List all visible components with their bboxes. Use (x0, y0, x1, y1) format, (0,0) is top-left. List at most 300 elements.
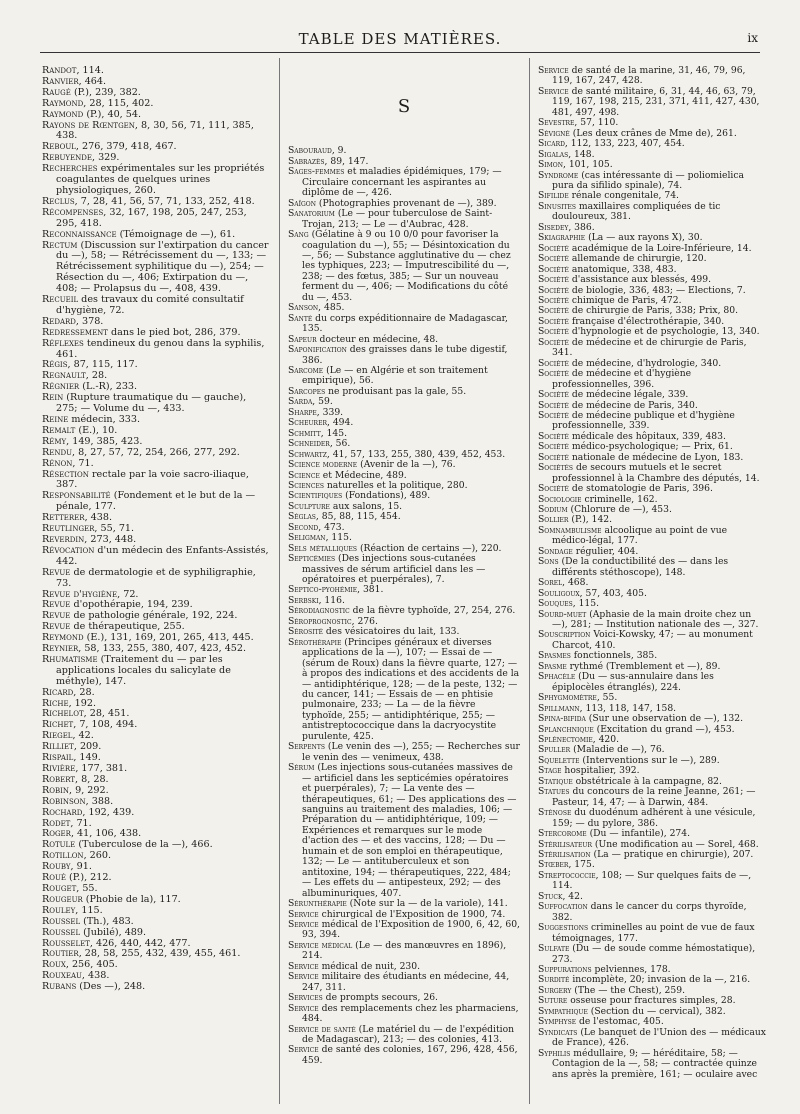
index-headword: Sténose (538, 807, 572, 819)
index-references: (L.-R), 233. (79, 381, 138, 393)
page-header (40, 30, 760, 52)
index-references: (Du — infantile), 274. (586, 828, 691, 840)
index-references: de biologie, 336, 483; — Elections, 7. (568, 284, 746, 296)
index-references: , 438. (81, 970, 110, 982)
index-headword: Robert (42, 773, 76, 785)
index-references: d'un médecin des Enfants-Assistés, 442. (56, 544, 269, 567)
index-references: , 72. (117, 588, 139, 600)
index-headword: Scheurer (288, 417, 327, 429)
index-references: de santé des colonies, 167, 296, 428, 456, 459. (302, 1044, 518, 1066)
index-headword: Régis (42, 359, 68, 371)
index-headword: Société (538, 326, 569, 338)
index-entry (538, 610, 766, 631)
index-headword: Régnier (42, 381, 80, 393)
index-headword: Statique (538, 775, 573, 787)
index-references: (Phobie de la), 117. (82, 893, 181, 905)
index-entry (42, 982, 270, 993)
index-headword: Saïgon (288, 197, 316, 209)
index-references: (La — aux rayons X), 30. (585, 232, 703, 244)
index-entry (288, 763, 520, 899)
index-headword: Société (538, 242, 569, 254)
index-references: expérimentales sur les propriétés coagulantes de quelques urines physiologiques, 260. (56, 163, 265, 196)
index-headword: Société (538, 294, 569, 306)
index-entry (288, 209, 520, 230)
index-headword: Sodium (538, 504, 568, 516)
index-headword: Souligoux (538, 587, 580, 599)
index-headword: Roussel (42, 926, 81, 938)
index-references: , 438. (84, 512, 113, 524)
index-headword: Reboul (42, 141, 76, 153)
index-headword: Schneider (288, 438, 330, 450)
index-references: (Le matériel du — de l'expédition de Madagascar), 213; — des colonies, 413. (302, 1023, 515, 1045)
index-headword: Société (538, 357, 569, 369)
index-headword: Raugé (42, 86, 71, 98)
index-headword: Raymond (42, 108, 84, 120)
index-headword: Sabrazès (288, 155, 325, 167)
index-references: , 9. (331, 145, 347, 157)
index-column-1 (42, 66, 270, 993)
index-headword: Service (288, 1044, 319, 1056)
index-entry (288, 972, 520, 993)
index-references: (Interventions sur le —), 289. (579, 754, 720, 766)
index-headword: Stérilisation (538, 848, 591, 860)
index-headword: Société (538, 263, 569, 275)
index-headword: Serpents (288, 741, 325, 753)
index-references: (Le venin des —), 255; — Recherches sur le venin des — venimeux, 438. (302, 741, 520, 763)
index-headword: Sorel (538, 577, 563, 589)
index-headword: Surdité (538, 974, 570, 986)
index-headword: Sinusites (538, 200, 576, 212)
index-headword: Rotule (42, 839, 76, 851)
index-references: des graisses dans le tube digestif, 386. (302, 344, 508, 366)
index-headword: Robinson (42, 795, 86, 807)
index-references: des vésicatoires du lait, 133. (322, 626, 460, 638)
index-references: (Les injections sous-cutanées massives de — artificiel dans les septicémies opératoires et puerpérales), 7; — La vente des — thérapeutiques, 61; — Des applications des — sanguins au traitement des maladies, 106; — Préparation du — antidiphtérique, 109; — Expériences et remarques sur le mode d'action des — et des vaccins, 128; — Du — humain et de son emploi en thérapeutique, 132; — Le — antituberculeux et son antitoxine, 194; — thérapeutiques, 222, 484; — Les effets du — antipesteux, 292; — des albuminuriques, 407. (302, 762, 517, 899)
index-references: , 149, 385, 423. (66, 435, 143, 447)
index-entry (288, 920, 520, 941)
index-headword: Sulfate (538, 943, 570, 955)
index-entry (288, 638, 520, 743)
index-entry (538, 1049, 766, 1080)
index-references: alcoolique au point de vue médico-légal, 177. (552, 524, 728, 547)
index-headword: Sphygmomètre (538, 692, 597, 704)
index-headword: Service (288, 918, 319, 930)
index-entry (288, 167, 520, 198)
index-references: (Traitement du — par les applications locales du salicylate de méthyle), 147. (56, 653, 231, 687)
index-references: (P.), 212. (65, 872, 112, 884)
index-references: , 55. (596, 692, 618, 704)
index-entry (538, 369, 766, 390)
index-headword: Sigalas (538, 148, 569, 160)
index-headword: Rouxeau (42, 970, 82, 982)
index-entry (288, 1004, 520, 1025)
index-references: , 114. (76, 65, 104, 76)
index-headword: Sérum (288, 762, 315, 774)
index-references: de stomatologie de Paris, 396. (568, 483, 713, 495)
index-references: pelviennes, 178. (591, 963, 671, 975)
index-headword: Sociologie (538, 493, 582, 505)
index-references: rénale congenitale, 74. (568, 190, 679, 202)
index-references: (E.), 10. (75, 424, 118, 436)
index-references: , 112, 133, 223, 407, 454. (564, 138, 685, 150)
index-headword: Rendu (42, 446, 72, 458)
index-entry (42, 164, 270, 197)
index-headword: Société (538, 284, 569, 296)
index-headword: Skiagraphie (538, 232, 586, 244)
index-references: (Section du — cervical), 382. (587, 1005, 726, 1017)
index-references: (P.), 239, 382. (70, 86, 141, 98)
index-references: , 28. (73, 686, 95, 698)
index-headword: Schwartz (288, 448, 327, 460)
index-references: (Tuberculose de la —), 466. (75, 839, 213, 851)
index-entry (288, 1045, 520, 1066)
index-headword: Rochard (42, 806, 83, 818)
index-references: (Principes généraux et diverses applications de la —), 107; — Essai de — (sérum de Roux) dans la fièvre quarte, 127; — à propos des indications et des accidents de la — antidiphtérique, 128; — de la peste, 132; — du cancer, 141; — Essais de — en phtisie pulmonaire, 233; — La — de la fièvre typhoïde, 255; — antidiphtérique, 255; — antistreptococcique dans la dacryocystite purulente, 425. (302, 636, 520, 742)
index-entry (42, 393, 270, 415)
index-headword: Rhumatisme (42, 653, 98, 665)
index-entry (538, 630, 766, 651)
index-headword: Rousselet (42, 937, 90, 949)
index-references: , 8, 30, 56, 71, 111, 385, 438. (56, 119, 254, 142)
index-headword: Reine (42, 414, 69, 425)
index-headword: Sérodiagnostic (288, 605, 350, 617)
index-headword: Reconnaissance (42, 228, 117, 240)
index-entry (42, 295, 270, 317)
index-headword: Surgery (538, 984, 572, 996)
index-references: (Des —), 248. (76, 981, 146, 993)
index-headword: Revue (42, 566, 71, 578)
index-references: , 9, 292. (69, 784, 109, 796)
index-references: de médecine et d'hygiène professionnelles, 396. (552, 368, 692, 390)
index-entry (538, 787, 766, 808)
index-references: (Du — de soude comme hémostatique), 273. (552, 943, 756, 965)
index-references: fonctionnels, 385. (570, 650, 658, 662)
index-references: dans le pied bot, 286, 379. (107, 326, 241, 338)
index-references: d'assistance aux blessés, 499. (568, 274, 712, 286)
index-references: osseuse pour fractures simples, 28. (567, 995, 736, 1007)
index-headword: Septicémies (288, 553, 336, 565)
index-entry (538, 871, 766, 892)
index-references: (Rupture traumatique du — gauche), 275; — Volume du —, 433. (56, 392, 247, 415)
index-headword: Spasme (538, 660, 567, 672)
index-headword: Sarda (288, 396, 313, 408)
index-headword: Sollier (538, 514, 569, 526)
index-references: , 329. (91, 152, 120, 164)
index-references: française d'électrothérapie, 340. (568, 315, 725, 327)
index-headword: Seligman (288, 532, 326, 544)
index-references: (Aphasie de la main droite chez un —), 281; — Institution nationale des —, 327. (552, 608, 759, 631)
index-references: , 145. (320, 427, 348, 439)
index-references: , 28. (85, 370, 108, 382)
index-references: (Excitation du grand —), 453. (593, 723, 735, 735)
index-headword: Retterer (42, 512, 85, 524)
index-references: , 57, 110. (574, 117, 619, 129)
index-headword: Reutlinger (42, 523, 95, 535)
index-references: , 148. (568, 148, 595, 160)
index-references: , 192. (68, 697, 97, 709)
index-headword: Sociétés (538, 462, 574, 474)
index-references: et maladies épidémiques, 179; — Circulaire concernant les aspirantes au diplôme de —, 426. (302, 166, 502, 199)
index-headword: Sanson (288, 302, 319, 314)
index-headword: Séglas (288, 511, 316, 523)
index-headword: Spuller (538, 744, 571, 756)
index-headword: Rein (42, 392, 64, 404)
index-headword: Sérunthérapie (288, 898, 347, 910)
index-headword: Revue (42, 621, 71, 633)
index-entry (538, 338, 766, 359)
index-references: (Avenir de la —), 76. (357, 459, 456, 471)
index-headword: Stœber (538, 859, 569, 871)
index-entry (538, 463, 766, 484)
index-references: (Discussion sur l'extirpation du cancer du —), 58; — Rétrécissement du —, 133; — Rétrécissement syphilitique du —), 254; — Résection du —, 406; Extirpation du —, 408; — Prolapsus du —, 408, 439. (56, 239, 269, 295)
index-references: , 113, 118, 147, 158. (579, 702, 677, 714)
index-headword: Société (538, 274, 569, 286)
index-references: académique de la Loire-Inférieure, 14. (568, 242, 752, 254)
index-references: (Photographies provenant de —), 389. (315, 197, 497, 209)
index-entry (288, 230, 520, 303)
index-references: médicale des hôpitaux, 339, 483. (568, 430, 726, 442)
index-headword: Reymond (42, 632, 84, 644)
index-headword: Rouley (42, 904, 76, 916)
index-references: , 388. (85, 795, 114, 807)
index-headword: Ricard (42, 686, 74, 698)
index-references: de médecine, d'hydrologie, 340. (568, 357, 722, 369)
index-entry (288, 314, 520, 335)
index-headword: Science (288, 469, 320, 481)
index-headword: Reclus (42, 195, 75, 207)
index-references: et Médecine, 489. (319, 469, 407, 481)
index-headword: Services (288, 992, 323, 1004)
index-references: , 339. (316, 406, 344, 418)
index-references: , 381. (357, 584, 384, 596)
index-references: , 177, 381. (75, 763, 128, 774)
index-headword: Service (288, 960, 319, 972)
index-references: , 276, 379, 418, 467. (75, 141, 177, 153)
index-entry (42, 655, 270, 688)
index-references: , 42. (72, 730, 94, 742)
index-references: , 115. (572, 598, 600, 610)
index-references: , 71. (70, 817, 92, 829)
index-column-2 (288, 66, 520, 1066)
index-entry (42, 208, 270, 230)
index-headword: Récompenses (42, 206, 104, 218)
index-references: (Réaction de certains —), 220. (357, 542, 502, 554)
index-headword: Rilliet (42, 741, 74, 753)
index-references: médullaire, 9; — héréditaire, 58; — Contagion de la —, 58; — contractée quinze ans après la première, 161; — oculaire avec (552, 1047, 758, 1080)
index-headword: Saponification (288, 344, 347, 356)
index-headword: Sourd-muet (538, 608, 587, 620)
index-references: , 28, 115, 402. (83, 97, 154, 109)
index-references: du duodénum adhérent à une vésicule, 159; — du pylore, 386. (552, 807, 756, 829)
index-references: militaire des étudiants en médecine, 44, 247, 311. (302, 971, 510, 993)
index-references: , 7, 108, 494. (73, 719, 138, 731)
index-headword: Sisedey (538, 221, 569, 233)
index-references: , 91. (70, 861, 92, 873)
index-headword: Second (288, 521, 319, 533)
index-references: (Chlorure de —), 453. (567, 504, 672, 516)
index-headword: Recherches (42, 163, 98, 175)
index-headword: Recueil (42, 294, 79, 306)
index-references: (De la conductibilité des — dans les différents stéthoscope), 148. (552, 556, 729, 578)
index-headword: Rénon (42, 457, 73, 469)
index-headword: Redard (42, 315, 76, 327)
index-column-3 (538, 66, 766, 1080)
index-headword: Sevestre (538, 117, 575, 129)
index-references: incomplète, 20; invasion de la —, 216. (569, 974, 751, 986)
index-headword: Suture (538, 995, 568, 1007)
index-headword: Sages-femmes (288, 166, 345, 178)
page-number: ix (747, 31, 758, 45)
index-references: hospitalier, 392. (561, 765, 640, 777)
index-entry (538, 557, 766, 578)
index-headword: Service médical (288, 939, 353, 951)
index-headword: Septico-pyohémie (288, 584, 358, 596)
index-headword: Révocation (42, 544, 95, 556)
index-entry (42, 470, 270, 492)
index-headword: Rougeur (42, 893, 83, 905)
index-references: de pathologie générale, 192, 224. (70, 610, 238, 622)
index-headword: Symphyse (538, 1016, 577, 1028)
index-headword: Suggestions (538, 922, 589, 934)
index-headword: Sarcome (288, 364, 324, 376)
index-entry (42, 339, 270, 361)
index-headword: Suppurations (538, 963, 592, 975)
index-headword: Sapeur (288, 333, 317, 345)
index-references: (Maladie de —), 76. (570, 744, 665, 756)
index-references: (Gélatine à 9 ou 10 0/0 pour favoriser la coagulation du —), 55; — Désintoxication du —, 56; — Substance agglutinative du — chez les typhiques, 223; — Imputrescibilité du —, 238; — des fœtus, 385; — Sur un nouveau ferment du —, 406; — Modifications du côté du —, 453. (302, 229, 511, 303)
index-references: criminelles au point de vue de faux témoignages, 177. (552, 922, 755, 944)
index-headword: Séroprognostic (288, 615, 352, 627)
index-references: , 32, 167, 198, 205, 247, 253, 295, 418. (56, 206, 247, 229)
index-references: (The — the Chest), 259. (571, 984, 685, 996)
index-headword: Somnambulisme (538, 524, 602, 536)
index-entry (538, 1028, 766, 1049)
index-references: (Du — sus-annulaire dans les épiplocèles étranglés), 224. (552, 671, 714, 693)
index-headword: Sanatorium (288, 208, 335, 220)
index-references: ne produisant pas la gale, 55. (325, 385, 467, 397)
index-references: , 426, 440, 442, 477. (89, 937, 191, 949)
index-headword: Sérosité (288, 626, 323, 638)
index-headword: Roussel (42, 915, 81, 927)
index-headword: Service (538, 85, 569, 97)
index-entry (288, 1025, 520, 1046)
index-references: , 115. (75, 904, 103, 916)
index-references: rythmé (Tremblement et —), 89. (566, 660, 721, 672)
index-entry (538, 411, 766, 432)
index-headword: Rouby (42, 861, 71, 873)
index-headword: Société (538, 389, 569, 401)
index-references: d'opothérapie, 194, 239. (70, 599, 193, 611)
index-headword: Service (538, 65, 569, 76)
index-headword: Sicard (538, 138, 565, 150)
index-references: de prompts secours, 26. (322, 992, 438, 1004)
index-headword: Riche (42, 697, 69, 709)
index-references: (Le — pour tuberculose de Saint-Trojan, 213; — Le — d'Aubrac, 428. (302, 208, 493, 230)
index-headword: Souscription (538, 629, 591, 641)
index-references: (Le — des manœuvres en 1896), 214. (302, 939, 507, 962)
index-references: , 420. (592, 734, 620, 745)
index-entry (538, 944, 766, 965)
index-entry (538, 672, 766, 693)
index-headword: Rebuyende (42, 152, 92, 164)
index-references: du corps expéditionnaire de Madagascar, 135. (302, 312, 508, 335)
index-headword: Rayons de Rœntgen (42, 119, 135, 131)
index-headword: Ranvier (42, 75, 79, 87)
index-headword: Sculpture (288, 500, 330, 512)
index-references: tendineux du genou dans la syphilis, 461. (56, 337, 265, 360)
index-references: (Le banquet de l'Union des — médicaux de France), 426. (552, 1026, 766, 1049)
index-references: (La — pratique en chirurgie), 207. (590, 848, 754, 860)
index-headword: Sympathique (538, 1005, 588, 1017)
index-entry (538, 171, 766, 192)
index-headword: Roger (42, 828, 71, 840)
index-headword: Syndicats (538, 1026, 578, 1038)
index-references: (P.), 142. (568, 514, 613, 526)
index-headword: Splénectomie (538, 734, 593, 745)
index-headword: Sévigné (538, 127, 570, 139)
index-references: (Une modification au — Sorel, 468. (592, 838, 759, 850)
index-references: , 485. (318, 302, 345, 314)
index-references: obstétricale à la campagne, 82. (572, 775, 722, 787)
index-references: , 8, 27, 57, 72, 254, 266, 277, 292. (71, 446, 240, 458)
index-headword: Squelette (538, 754, 580, 766)
index-headword: Société (538, 368, 569, 380)
index-entry (42, 121, 270, 143)
index-headword: Sharpe (288, 406, 317, 418)
index-references: (Témoignage de —), 61. (116, 228, 236, 240)
index-references: , 149. (73, 752, 101, 764)
index-headword: Revue (42, 610, 71, 622)
index-headword: Sels métalliques (288, 542, 358, 554)
index-headword: Société (538, 441, 569, 453)
index-references: , 55. (76, 882, 98, 894)
index-headword: Simon (538, 159, 563, 171)
index-headword: Redressement (42, 326, 108, 338)
index-entry (538, 87, 766, 118)
index-headword: Stérilisateur (538, 838, 592, 850)
index-headword: Stage (538, 765, 562, 777)
index-entry (538, 526, 766, 547)
index-headword: Sang (288, 229, 309, 241)
index-headword: Santé (288, 312, 313, 324)
index-headword: Résection (42, 468, 89, 480)
index-headword: Société (538, 483, 569, 495)
index-entry (538, 902, 766, 923)
index-references: , 116. (318, 594, 345, 606)
index-headword: Service (288, 1002, 319, 1014)
index-references: , 473. (318, 521, 345, 533)
index-references: , 41, 57, 133, 255, 380, 439, 452, 453. (326, 448, 506, 460)
index-headword: Richet (42, 719, 74, 731)
index-headword: Revue d'hygiène (42, 588, 118, 600)
index-references: , 55, 71. (94, 523, 135, 535)
index-entry (288, 941, 520, 962)
index-headword: Souques (538, 598, 573, 610)
index-references: médico-psychologique; — Prix, 61. (568, 441, 733, 453)
index-headword: Richelot (42, 708, 84, 720)
index-headword: Scientifiques (288, 490, 343, 502)
index-headword: Syphilis (538, 1047, 571, 1059)
index-references: , 87, 115, 117. (67, 359, 138, 371)
index-headword: Randot (42, 65, 77, 76)
index-references: , 41, 106, 438. (70, 828, 142, 840)
index-headword: Société (538, 430, 569, 442)
index-references: , 101, 105. (562, 159, 613, 171)
index-references: , 42. (562, 890, 583, 902)
index-references: de l'estomac, 405. (576, 1016, 664, 1028)
index-headword: Société (538, 305, 569, 317)
index-headword: Rotillon (42, 850, 84, 862)
